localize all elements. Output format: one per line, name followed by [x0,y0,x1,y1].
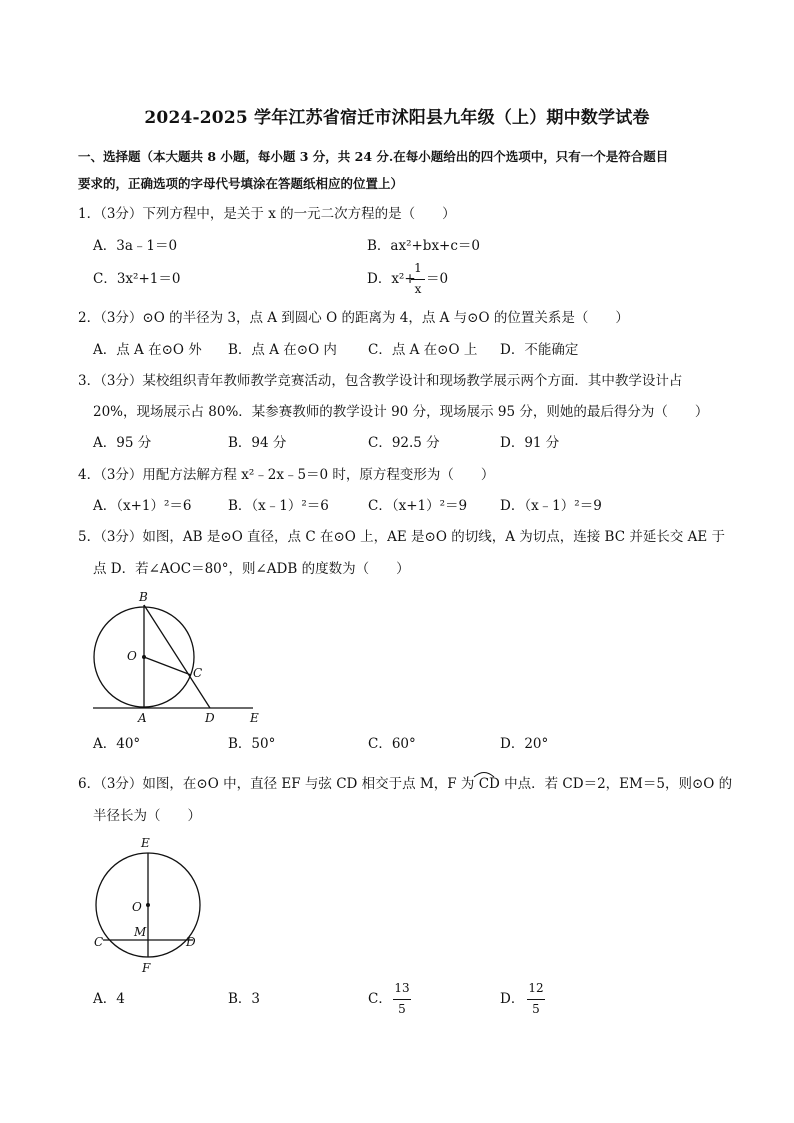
q5-label-a: A [138,711,147,725]
q3-option-d: D．91 分 [500,435,560,451]
q5-label-o: O [127,649,137,663]
q5-label-b: B [139,590,148,604]
q2-stem: 2．（3分）⊙O 的半径为 3，点 A 到圆心 O 的距离为 4，点 A 与⊙O 的位置关系是（ ） [78,310,629,326]
q5-option-c: C．60° [368,736,416,752]
q6-label-m: M [134,925,147,939]
q4-stem: 4．（3分）用配方法解方程 x²﹣2x﹣5＝0 时，原方程变形为（ ） [78,467,495,483]
q2-option-c: C．点 A 在⊙O 上 [368,342,478,358]
q6-option-a: A．4 [93,991,125,1007]
q6-label-f: F [142,961,151,975]
q6-stem-line1: 6．（3分）如图，在⊙O 中，直径 EF 与弦 CD 相交于点 M，F 为 CD 中点．若 CD＝2，EM＝5，则⊙O 的 [78,776,733,792]
q6-option-d-prefix: D． [500,991,525,1007]
q4-option-a: A．（x+1）²＝6 [93,498,192,514]
q2-option-b: B．点 A 在⊙O 内 [228,342,337,358]
q1-option-d-suffix: ＝0 [426,271,449,287]
page-title: 2024-2025 学年江苏省宿迁市沭阳县九年级（上）期中数学试卷 [144,108,650,128]
q4-option-c: C．（x+1）²＝9 [368,498,468,514]
q5-label-e: E [250,711,259,725]
q2-option-d: D．不能确定 [500,342,579,358]
q6-option-b: B．3 [228,991,261,1007]
q6-option-d-denominator: 5 [532,1002,540,1016]
q3-option-c: C．92.5 分 [368,435,440,451]
q6-option-c-prefix: C． [368,991,392,1007]
q5-option-a: A．40° [93,736,141,752]
q1-option-d-numerator: 1 [414,261,422,275]
q2-option-a: A．点 A 在⊙O 外 [93,342,202,358]
q5-stem-line1: 5．（3分）如图，AB 是⊙O 直径，点 C 在⊙O 上，AE 是⊙O 的切线，A 为切点，连接 BC 并延长交 AE 于 [78,529,726,545]
q6-label-o: O [132,900,142,914]
q3-stem-line2: 20%，现场展示占 80%．某参赛教师的教学设计 90 分，现场展示 95 分，则她的最后得分为（ ） [93,404,709,420]
section-heading-line1: 一、选择题（本大题共 8 小题，每小题 3 分，共 24 分.在每小题给出的四个选项中，只有一个是符合题目 [78,149,669,164]
q6-option-d-fraction-bar [527,999,545,1000]
q6-option-c-denominator: 5 [398,1002,406,1016]
q6-option-c-numerator: 13 [394,981,410,995]
q5-figure [85,585,275,725]
q1-option-b: B．ax²+bx+c＝0 [367,238,481,254]
q6-center-dot [146,903,150,907]
q5-center-dot [142,655,146,659]
q6-figure [88,832,213,980]
q6-label-d: D [186,935,196,949]
q6-option-d-numerator: 12 [528,981,544,995]
q5-option-d: D．20° [500,736,549,752]
q6-label-c: C [94,935,104,949]
q3-stem-line1: 3．（3分）某校组织青年教师教学竞赛活动，包含教学设计和现场教学展示两个方面．其中教学设计占 [78,373,683,389]
q1-stem: 1．（3分）下列方程中，是关于 x 的一元二次方程的是（ ） [78,206,456,222]
q4-option-d: D．（x﹣1）²＝9 [500,498,602,514]
q6-label-e: E [141,836,150,850]
q1-option-c: C．3x²+1＝0 [93,271,181,287]
q6-arc-mark [472,768,496,778]
q5-segment-bd [144,605,210,708]
q5-stem-line2: 点 D．若∠AOC＝80°，则∠ADB 的度数为（ ） [93,561,410,577]
q1-option-d-denominator: x [414,282,422,296]
section-heading-line2: 要求的，正确选项的字母代号填涂在答题纸相应的位置上） [78,176,404,191]
q3-option-b: B．94 分 [228,435,287,451]
q1-fraction-bar [411,279,425,280]
q5-segment-oc [144,657,191,675]
q5-option-b: B．50° [228,736,276,752]
q1-option-d-prefix: D．x²+ [367,271,416,287]
q1-option-a: A．3a﹣1＝0 [93,238,178,254]
q6-option-c-fraction-bar [393,999,411,1000]
q5-label-d: D [205,711,215,725]
q3-option-a: A．95 分 [93,435,152,451]
q5-label-c: C [193,666,203,680]
q4-option-b: B．（x﹣1）²＝6 [228,498,329,514]
q6-stem-line2: 半径长为（ ） [93,808,201,824]
